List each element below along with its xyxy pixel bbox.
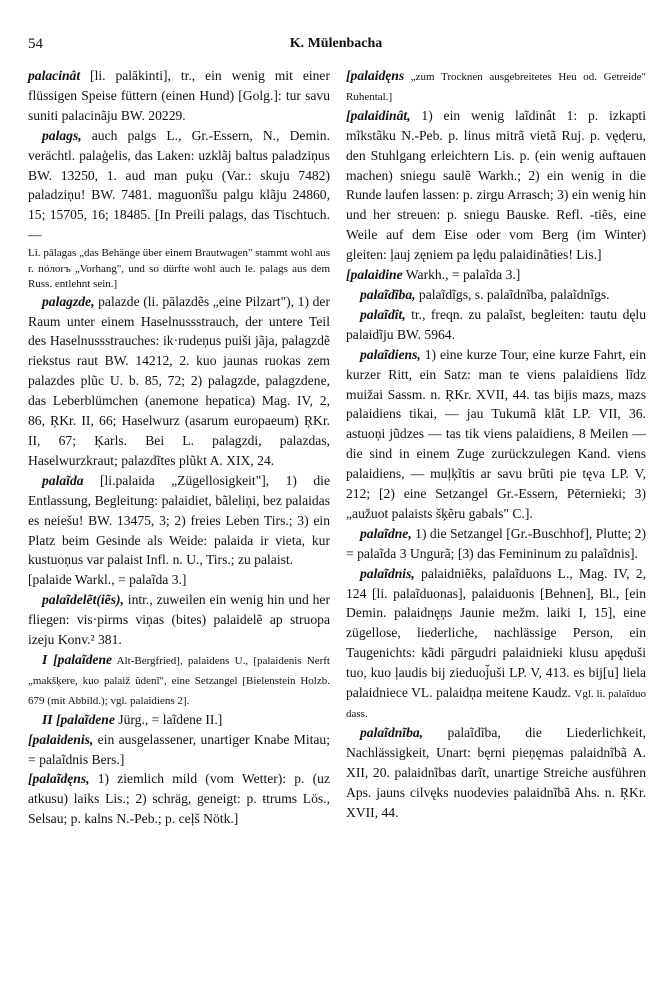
headword: palaĩdnis, [360,565,415,581]
entry-palaidne [346,524,646,564]
entry-palaidnis [346,564,646,723]
entry-text: 1) eine kurze Tour, eine kurze Fahrt, ein kurzer Ritt, ein Satz: man te viens palaidiens lĩdz muižai Sassm. n. ŖKr. XVII, 44. tas bijis mazs, mazs palaidiens tikai, — jau Tukumã klãt LP. VII, 36. astuoņi jũdzes — tas tik viens palaidiens, 8 Meilen — die sind in einem Zuge zurückzulegen Kand. viens palaidiens, — muļķĩtis ar savu brũti pie tęva LP. V, 212; [2) eine Setzangel Gr.-Essern, Pēternieki; 3) „aužuot palaists šķẽru gabals" C.]. [346,346,646,521]
headword: palaĩdelẽt(iẽs), [42,592,124,608]
headword: palagzde, [42,293,95,309]
entry-text: Jürg., = laĩdene II.] [114,711,223,727]
entry-palaidniba [346,723,646,823]
entry-note: Vgl. li. palaĩduo dass. [346,688,647,720]
entry-palaidenis [28,730,330,770]
entry-palaidene-1 [28,650,330,710]
entry-text: [li. palākinti], tr., ein wenig mit einer flüssigen Speise füttern (einen Hund) [Golg.]: tur savu suniti palacinãju BW. 20229. [28,68,330,123]
headword: [palaidinât, [346,107,411,123]
headword: palaĩdnĩba, [360,724,424,740]
entry-palaidens-hay [346,66,646,106]
entry-text: auch palgs L., Gr.-Essern, N., Demin. verächtl. palaģelis, das Laken: uzklãj baltus paladziņus BW. 13250, 1. aud man puķu (Var.: skuju 7482) paladziņu! BW. 7481. maguonĩšu palgu klãju 24860, 15; 15705, 16; 18485. [In Preili palags, das Tischtuch.— [28,127,330,243]
page-number: 54 [28,36,43,52]
page-header [28,36,644,56]
headword: palaĩda [42,472,84,488]
entry-text: [palaide Warkl., = palaĩda 3.] [28,572,187,588]
entry-text: Warkh., = palaĩda 3.] [402,267,521,283]
entry-palaidens [28,769,330,829]
entry-palaida [28,471,330,571]
entry-palacinat [28,66,330,126]
entry-text: tr., freqn. zu palaĩst, begleiten: tautu dęlu palaidĩju BW. 5964. [346,306,646,342]
headword: palaĩdiens, [360,346,421,362]
headword: palaĩdît, [360,306,406,322]
right-column [346,66,646,822]
entry-text: palaĩdĩba, die Liederlichkeit, Nachlässigkeit, Unart: bęrni pieņęmas palaidnĩbã A. XII, 20. palaidnĩbas darĩt, unartige Streiche ausführen Aps. jauns cilvęks nuodevies palaidnĩbã Ahs. n. ŖKr. XVII, 44. [346,724,646,820]
headword: [palaidęns [346,68,405,83]
running-title: K. Mülenbacha [289,36,383,51]
entry-palagzde [28,292,330,471]
headword: palags, [42,127,82,143]
entry-palags-note [28,245,330,292]
entry-palaidelet [28,590,330,650]
entry-palags [28,126,330,245]
entry-text: Alt-Bergfried], palaidens U., [palaidenis Nerft „makšķere, kuo palaiž ũdenĩ", eine Setzangel [Bielenstein Holzb. 679 (mit Abbild.); vgl. palaidiens 2]. [28,654,330,707]
entry-text: intr., zuweilen ein wenig hin und her fliegen: vis·pirms viņas (bites) palaidelẽ ap struopa izeju Konv.² 381. [28,592,330,648]
entry-text: 1) ein wenig laĩdinât 1: p. izkapti mĩkstãku N.-Peb. p. linus mitrã vietã Ruj. p. vęd̨eru, den Stuhlgang erleichtern Lis. p. (ein wenig auftauen machen) sniegu saulẽ Warkh.; 2) ein wenig in die Runde laufen lassen: p. zirgu Arrasch; 3) ein wenig hin und her streuen: p. sniegu Bauske. Refl. -tiẽs, eine Weile auf dem Eise oder vom Berg (im Winter) gleiten: ļauj zęniem pa lędu palaidinãties! Lis.] [346,107,646,263]
entry-palaide [28,570,330,590]
left-column [28,66,330,829]
headword: II [palaĩdene [42,711,115,727]
entry-text: „zum Trocknen ausgebreitetes Heu od. Getreide" Ruhental.] [346,71,646,103]
entry-palaidine [346,265,646,285]
entry-palaidit [346,305,646,345]
headword: [palaĩdęns, [28,771,90,787]
entry-text: palaĩdĩgs, s. palaĩdnĩba, palaĩdnĩgs. [415,286,610,302]
entry-text: 1) ziemlich mild (vom Wetter): p. (uz atkusu) laiks Lis.; 2) schräg, geneigt: p. ŧtrums Lös., Selsau; p. kalns N.-Peb.; p. ceļš Nötk.] [28,771,330,827]
headword: palaĩdĩba, [360,286,416,302]
headword: palacinât [28,68,81,83]
entry-palaidiba [346,285,646,305]
headword: [palaidine [346,267,403,283]
entry-text: ein ausgelassener, unartiger Knabe Mitau; = palaĩdnis Bers.] [28,731,330,767]
entry-text: palazde (li. pālazdẽs „eine Pilzart"), 1) der Raum unter einem Haselnussstrauch, der untere Teil des Haselnussstrauches: ik·rudeņus puiši jãja, palagzdẽ riekstus raut BW. 14212, 2. kuo jaunas ruokas zem palazdes plũc U. b. 85, 72; 2) palagzde, palagzdene, das Leberblümchen (anemone hepatica) Mag. IV, 2, 86, ŖKr. II, 66; Haselwurz (asarum europaeum) ŖKr. II, 67; Ķarls. Bei L. palagzdi, palazdas, Haselwurzkraut; palazdĩtes plũkt A. XIX, 24. [28,293,330,468]
entry-text: 1) die Setzangel [Gr.-Buschhof], Plutte; 2) = palaĩda 3 Ungurã; [3) das Femininum zu palaĩdnis]. [346,525,646,561]
headword: I [palaĩdene [42,651,113,667]
entry-text: [li.palaida „Zügellosigkeit"], 1) die Entlassung, Begleitung: palaidiet, bãleliņi, bez palaidas es neiešu! BW. 13475, 3; 2) freies Leben Tirs.; 3) ein Platz beim Gesinde als Weide: palaida ir vieta, kur kustuoņus var palaist Infl. n. U., Tirs.; zu palaist. [28,472,330,568]
headword: [palaidenis, [28,731,94,747]
entry-palaidiens [346,345,646,524]
entry-palaidene-2 [28,710,330,730]
headword: palaĩdne, [360,525,412,541]
entry-text: palaidniẽks, palaĩduons L., Mag. IV, 2, 124 [li. palaĩduonas], palaiduonis [Behnen], Bl., [ein Demin. palaidnęņs Jaunie mežm. laiki I, 15], eine zügellose, liederliche, nachlässige Person, ein Taugenichts: kãdi pārgudri palaidnieki klusu apęduši tuo, kuo ļaudis bij zieduoj̆uši LP. V, 413. es bij[u] liela palaidniece VL. palaidņa meitene Kaudz. [346,565,646,701]
entry-note: Li. pālagas „das Behänge über einem Brautwagen" stammt wohl aus r. пóлогъ „Vorhang", und so dürfte wohl auch le. palags aus dem Russ. entlehnt sein.] [28,247,330,291]
entry-palaidinat [346,106,646,265]
